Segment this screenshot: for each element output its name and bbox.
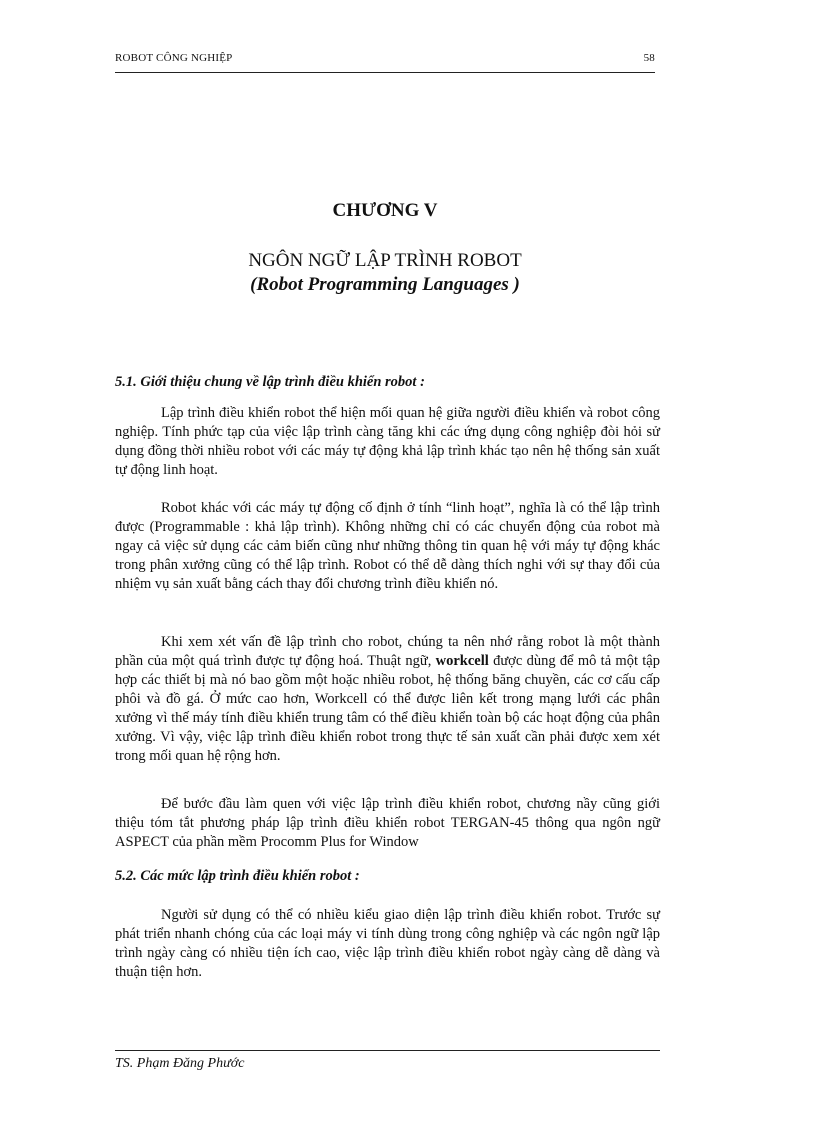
term-workcell: workcell bbox=[435, 653, 489, 669]
paragraph bbox=[115, 404, 660, 480]
paragraph-text-part: được dùng để mô tả một tập hợp các thiết bị mà nó bao gồm một hoặc nhiều robot, hệ thống băng chuyền, các cơ cấu cấp phôi và đồ gá. Ở mức cao hơn, Workcell có thể được liên kết trong mạng lưới các phân xưởng vì thế máy tính điều khiển trung tâm có thể điều khiển toàn bộ các hoạt động của phân xưởng. Vì vậy, việc lập trình điều khiển robot trong thực tế sản xuất cần phải được xem xét trong mối quan hệ rộng hơn. bbox=[115, 653, 660, 764]
paragraph-text: Người sử dụng có thể có nhiều kiểu giao diện lập trình điều khiển robot. Trước sự phát triển nhanh chóng của các loại máy vi tính dùng trong công nghiệp và các ngôn ngữ lập trình ngày càng có nhiều tiện ích cao, việc lập trình điều khiển robot ngày càng dễ dàng và thuận tiện hơn. bbox=[115, 907, 660, 980]
chapter-subtitle: (Robot Programming Languages ) bbox=[250, 274, 520, 295]
chapter-title: NGÔN NGỮ LẬP TRÌNH ROBOT bbox=[248, 250, 522, 271]
paragraph-text: Robot khác với các máy tự động cố định ở tính “linh hoạt”, nghĩa là có thể lập trình được (Programmable : khả lập trình). Không những chỉ có các chuyển động của robot mà ngay cả việc sử dụng các cảm biến cũng như những thông tin quan hệ với máy tự động khác trong phân xưởng cũng có thể lập trình. Robot có thể dễ dàng thích nghi với sự thay đổi của nhiệm vụ sản xuất bằng cách thay đổi chương trình điều khiển nó. bbox=[115, 500, 660, 592]
section-heading-5-1: 5.1. Giới thiệu chung về lập trình điều khiển robot : bbox=[115, 374, 425, 390]
header-book-title: ROBOT CÔNG NGHIỆP bbox=[115, 52, 233, 64]
paragraph bbox=[115, 499, 660, 594]
footer-author: TS. Phạm Đăng Phước bbox=[115, 1056, 245, 1071]
section-heading-5-2: 5.2. Các mức lập trình điều khiển robot : bbox=[115, 868, 360, 884]
paragraph bbox=[115, 795, 660, 852]
footer-divider bbox=[115, 1050, 660, 1051]
header-divider bbox=[115, 72, 655, 73]
paragraph-text: Lập trình điều khiển robot thể hiện mối quan hệ giữa người điều khiển và robot công nghiệp. Tính phức tạp của việc lập trình càng tăng khi các ứng dụng công nghiệp đòi hỏi sử dụng đồng thời nhiều robot với các máy tự động khả lập trình khác tạo nên hệ thống sản xuất tự động linh hoạt. bbox=[115, 405, 660, 478]
paragraph-text: Để bước đầu làm quen với việc lập trình điều khiển robot, chương nầy cũng giới thiệu tóm tắt phương pháp lập trình điều khiển robot TERGAN-45 thông qua ngôn ngữ ASPECT của phần mềm Procomm Plus for Window bbox=[115, 796, 660, 850]
paragraph bbox=[115, 906, 660, 982]
chapter-label: CHƯƠNG V bbox=[332, 200, 438, 221]
page-number: 58 bbox=[643, 52, 655, 64]
paragraph-text bbox=[115, 633, 660, 766]
paragraph bbox=[115, 633, 660, 766]
paragraph-text-part: Khi xem xét vấn đề lập trình cho robot, chúng ta nên nhớ rằng robot là một thành phần của một quá trình được tự động hoá. Thuật ngữ, bbox=[115, 634, 660, 669]
